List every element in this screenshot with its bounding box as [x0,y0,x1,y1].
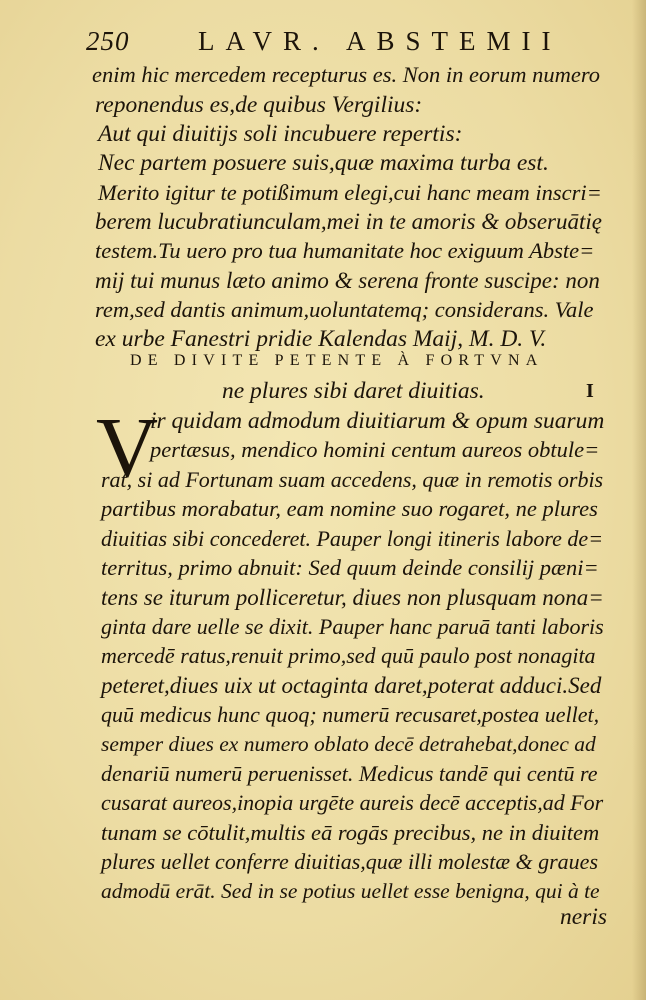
text-line: mij tui munus læto animo & serena fronte suscipe: non [95,268,600,293]
text-line: rat, si ad Fortunam suam accedens, quæ in remotis orbis [101,467,604,492]
chapter-subtitle: ne plures sibi daret diuitias. [222,378,485,404]
text-line: partibus morabatur, eam nomine suo rogaret, ne plures [101,496,598,521]
text-line: berem lucubratiunculam,mei in te amoris & obseruātię [95,209,602,234]
text-line: Merito igitur te potißimum elegi,cui hanc meam inscri= [98,180,602,205]
text-line: reponendus es,de quibus Vergilius: [95,92,423,118]
text-line: admodū erāt. Sed in se potius uellet esse benigna, qui à te [101,879,600,903]
text-line: quū medicus hunc quoq; numerū recusaret,postea uellet, [101,702,600,727]
text-line: plures uellet conferre diuitias,quæ illi molestæ & graues [101,849,599,874]
catchword: neris [560,904,607,930]
chapter-title: DE DIVITE PETENTE À FORTVNA [130,352,544,369]
text-line: pertæsus, mendico homini centum aureos obtule= [150,437,600,462]
text-line: rem,sed dantis animum,uoluntatemq; considerans. Vale [95,297,594,322]
text-line: Aut qui diuitijs soli incubuere repertis: [98,121,463,147]
page-edge-shadow [632,0,646,1000]
text-line: ex urbe Fanestri pridie Kalendas Maij, M. D. V. [95,326,547,352]
chapter-number: I [586,380,594,402]
text-line: ginta dare uelle se dixit. Pauper hanc paruā tanti laboris [101,614,604,639]
text-line: testem.Tu uero pro tua humanitate hoc exiguum Abste= [95,238,595,263]
text-line: enim hic mercedem recepturus es. Non in eorum numero [92,62,601,87]
text-line: denariū numerū peruenisset. Medicus tandē qui centū re [101,761,598,786]
text-line: tunam se cōtulit,multis eā rogās precibus, ne in diuitem [101,820,600,845]
page-number: 250 [86,26,130,56]
running-title: LAVR. ABSTEMII [198,26,562,56]
text-line: cusarat aureos,inopia urgēte aureis decē acceptis,ad For [101,790,604,815]
text-line: Nec partem posuere suis,quæ maxima turba est. [98,150,549,176]
text-line: ir quidam admodum diuitiarum & opum suarum [150,408,605,434]
text-line: tens se iturum polliceretur, diues non plusquam nona= [101,585,604,610]
drop-capital: V [96,399,159,495]
text-line: peteret,diues uix ut octaginta daret,poterat adduci.Sed [101,673,602,698]
text-line: semper diues ex numero oblato decē detrahebat,donec ad [101,732,596,756]
page-header [86,26,562,60]
text-line: mercedē ratus,renuit primo,sed quū paulo post nonagita [101,643,596,668]
text-line: territus, primo abnuit: Sed quum deinde consilij pæni= [101,555,599,580]
text-line: diuitias sibi concederet. Pauper longi itineris labore de= [101,526,604,551]
